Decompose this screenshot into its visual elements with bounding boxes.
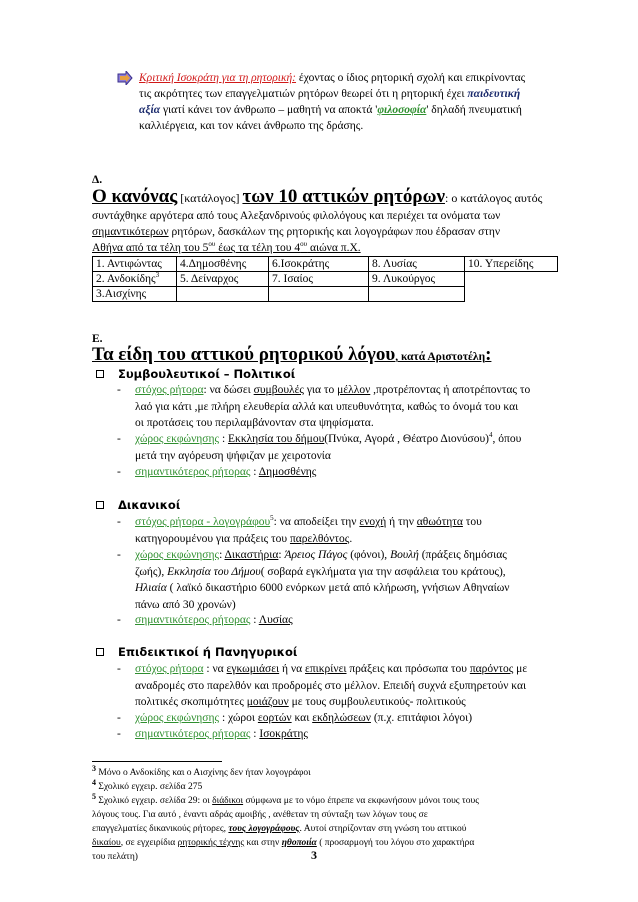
list-item: - χώρος εκφώνησης: Δικαστήρια: Άρειος Πάγος (φόνοι), Βουλή (πράξεις δημόσιας ζωής), Εκκλησία του Δήμου( σοβαρά εγκλήματα για την ασφάλεια του κράτους), Ηλιαία ( λαϊκό δικαστήριο 6000 ενόρκων μετά από κλήρωση, γνήσιων Αθηναίων πάνω από 30 χρονών) [117,549,510,611]
table-cell [177,287,269,302]
section-e-letter: Ε. [92,333,103,345]
list-item: - σημαντικότερος ρήτορας : Δημοσθένης [117,466,317,478]
section-d-line-2: συντάχθηκε αργότερα από τους Αλεξανδρινούς φιλολόγους και περιέχει τα ονόματα των [92,210,501,222]
table-row [93,272,558,287]
intro-line-3: αξία γιατί κάνει τον άνθρωπο – μαθητή να αποκτά 'φιλοσοφία' δηλαδή πνευματική [139,104,522,116]
philosophy-term: φιλοσοφία [377,104,427,116]
footnote-5: $^5$ Σχολικό εγχειρ. σελίδα 29: οι διάδικοι σύμφωνα με το νόμο έπρεπε να εκφωνήσουν μόνοι τους τους λόγους τους. Για αυτό , έναντι αδράς αμοιβής , ανέθεταν τη σύνταξη των λόγων τους σε επαγγελματίες δικανικούς ρήτορες, τους λογογράφους. Αυτοί στηρίζονταν στη γνώση του αττικού δικαίου, σε εγχειρίδια ρητορικής τέχνης και στην ηθοποιία ( προσαρμογή του λόγου στο χαρακτήρα του πελάτη) [92,791,479,862]
table-cell: 2. Ανδοκίδης$^3$ [93,272,177,287]
intro-link[interactable]: Κριτική Ισοκράτη για τη ρητορική: [139,72,297,84]
footnote-3: $^3$ Μόνο ο Ανδοκίδης και ο Αισχίνης δεν ήταν λογογράφοι [92,763,311,778]
intro-line-1: Κριτική Ισοκράτη για τη ρητορική: έχοντας ο ίδιος ρητορική σχολή και επικρίνοντας [139,72,526,84]
footnote-4: $^4$ Σχολικό εγχειρ. σελίδα 275 [92,777,203,792]
table-cell: 5. Δείναρχος [177,272,269,287]
table-cell [465,287,558,302]
section-d-heading: Ο κανόνας [κατάλογος] των 10 αττικών ρητόρων: ο κατάλογος αυτός [92,186,543,207]
list-item: - σημαντικότερος ρήτορας : Ισοκράτης [117,728,308,740]
checkbox-bullet-icon [96,370,104,378]
category-advisory: Συμβουλευτικοί – Πολιτικοί [96,366,295,384]
table-row [93,257,558,272]
footnote-separator [92,761,222,762]
ten-orators-title: των 10 αττικών ρητόρων [242,186,445,207]
table-cell [269,287,369,302]
section-d-line-4: Αθήνα από τα τέλη του $5^{o\upsilon}$ έως τα τέλη του $4^{o\upsilon}$ αιώνα π.Χ. [92,240,361,254]
table-cell: 3.Αισχίνης [93,287,177,302]
checkbox-bullet-icon [96,648,104,656]
table-row [93,287,558,302]
intro-line-2: τις ακρότητες των επαγγελματιών ρητόρων θεωρεί ότι η ρητορική έχει παιδευτική [139,88,521,100]
table-cell: 1. Αντιφώντας [93,257,177,272]
list-item: - σημαντικότερος ρήτορας : Λυσίας [117,614,293,626]
arrow-bullet-icon [117,71,133,85]
table-cell [369,287,465,302]
orators-table [92,256,558,302]
table-cell: 8. Λυσίας [369,257,465,272]
category-judicial: Δικανικοί [96,497,180,515]
table-cell: 9. Λυκούργος [369,272,465,287]
category-epideictic: Επιδεικτικοί ή Πανηγυρικοί [96,644,297,662]
checkbox-bullet-icon [96,501,104,509]
section-e-heading: Τα είδη του αττικού ρητορικού λόγου, κατά Αριστοτέλη: [92,344,492,365]
list-item: - στόχος ρήτορα : να εγκωμιάσει ή να επικρίνει πράξεις και πρόσωπα του παρόντος με αναδρομές στο παρελθόν και προδρομές στο μέλλον. Επειδή συχνά εξυπηρετούν και πολιτικές σκοπιμότητες μοιάζουν με τους συμβουλευτικούς- πολιτικούς [117,663,528,708]
intro-line-4: καλλιέργεια, και τον κάνει άνθρωπο της δράσης. [139,120,364,132]
page-number: 3 [311,848,317,862]
section-d-letter: Δ. [92,174,103,186]
table-cell: 7. Ισαίος [269,272,369,287]
section-d-line-3: σημαντικότερων ρητόρων, δασκάλων της ρητορικής και λογογράφων που έδρασαν στην [92,226,501,238]
list-item: - στόχος ρήτορα: να δώσει συμβουλές για το μέλλον ,προτρέποντας ή αποτρέποντας το λαό για κάτι ,με πλήρη ελευθερία αλλά και υπευθυνότητα, καθώς το όνομά του και οι προτάσεις του περιλαμβάνονταν στα ψηφίσματα. [117,384,531,429]
list-item: - στόχος ρήτορα - λογογράφου$^5$: να αποδείξει την ενοχή ή την αθωότητα του κατηγορουμένου για πράξεις του παρελθόντος. [117,514,482,545]
list-item: - χώρος εκφώνησης : χώροι εορτών και εκδηλώσεων (π.χ. επιτάφιοι λόγοι) [117,712,473,724]
canon-title: Ο κανόνας [92,186,178,207]
table-cell [465,272,558,287]
table-cell: 10. Υπερείδης [465,257,558,272]
table-cell: 6.Ισοκράτης [269,257,369,272]
table-cell: 4.Δημοσθένης [177,257,269,272]
list-item: - χώρος εκφώνησης : Εκκλησία του δήμου(Πνύκα, Αγορά , Θέατρο Διονύσου)$^4$, όπου μετά την αγόρευση ψήφιζαν με χειροτονία [117,431,522,462]
